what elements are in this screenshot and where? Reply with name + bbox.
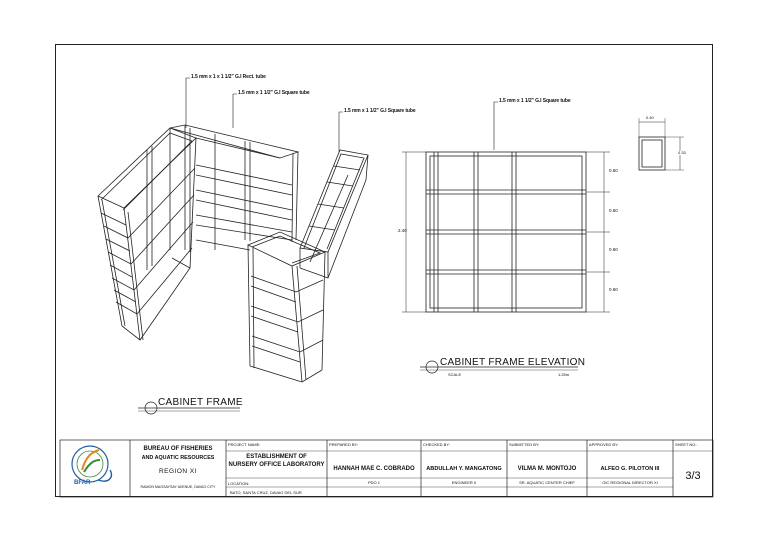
submitted-role: SR. AQUATIC CENTER CHIEF bbox=[519, 480, 575, 485]
project-name-label: PROJECT NAME: bbox=[228, 442, 261, 447]
callout-square-tube-b: 1.5 mm x 1 1/2" G.I Square tube bbox=[344, 108, 416, 114]
dimension-shelf-3: 0.60 bbox=[609, 247, 618, 252]
dimension-shelf-4: 0.60 bbox=[609, 287, 618, 292]
approved-cell bbox=[587, 440, 673, 497]
location-value: BATO, SANTA CRUZ, DAVAO DEL SUR bbox=[230, 490, 302, 495]
project-cell bbox=[226, 440, 327, 497]
isometric-left-cabinet bbox=[98, 128, 196, 340]
checked-cell bbox=[421, 440, 507, 497]
elevation-frame bbox=[426, 152, 586, 312]
office-address: RAMON MAGSAYSAY AVENUE, DAVAO CITY bbox=[140, 485, 216, 489]
cabinet-frame-caption: CABINET FRAME bbox=[158, 397, 243, 408]
approved-role: OIC REGIONAL DIRECTOR XI bbox=[602, 480, 658, 485]
sheet-cell bbox=[673, 440, 713, 497]
region-label: REGION XI bbox=[158, 468, 198, 475]
prepared-label: PREPARED BY: bbox=[329, 442, 359, 447]
detail-width: 0.40 bbox=[646, 115, 654, 120]
callout-square-tube-a: 1.5 mm x 1 1/2" G.I Square tube bbox=[238, 90, 310, 96]
callout-rect-tube: 1.5 mm x 1 x 1 1/2" G.I Rect. tube bbox=[191, 74, 266, 80]
checked-name: ABDULLAH Y. MANGATONG bbox=[426, 466, 502, 472]
checked-role: ENGINEER II bbox=[451, 480, 477, 485]
submitted-cell bbox=[507, 440, 587, 497]
bureau-cell bbox=[130, 440, 226, 497]
project-name-line-1: ESTABLISHMENT OF bbox=[246, 454, 307, 460]
checked-label: CHECKED BY: bbox=[423, 442, 450, 447]
elevation-scale-value: 1:25m bbox=[558, 372, 570, 377]
sheet-number: 3/3 bbox=[685, 470, 701, 482]
dimension-shelf-2: 0.60 bbox=[609, 208, 618, 213]
isometric-low-cabinet bbox=[300, 150, 368, 278]
elevation-scale-label: SCALE bbox=[448, 372, 462, 377]
location-label: LOCATION: bbox=[228, 481, 250, 486]
submitted-name: VILMA M. MONTOJO bbox=[517, 466, 577, 472]
elevation-caption: CABINET FRAME ELEVATION bbox=[440, 357, 586, 368]
dimension-shelf-1: 0.60 bbox=[609, 168, 618, 173]
bureau-line-2: AND AQUATIC RESOURCES bbox=[141, 455, 215, 461]
prepared-cell bbox=[327, 440, 421, 497]
submitted-label: SUBMITTED BY: bbox=[509, 442, 540, 447]
logo-text: BFAR bbox=[74, 480, 91, 486]
sheet-label: SHEET NO.: bbox=[675, 442, 698, 447]
project-name-line-2: NURSERY OFFICE LABORATORY bbox=[228, 462, 325, 468]
dimension-height: 2.40 bbox=[398, 228, 407, 233]
elevation-dimensions bbox=[402, 152, 610, 312]
prepared-role: PDO 1 bbox=[367, 480, 380, 485]
callout-square-tube-c: 1.5 mm x 1 1/2" G.I Square tube bbox=[499, 98, 571, 104]
title-block bbox=[60, 440, 713, 497]
approved-name: ALFEO G. PILOTON III bbox=[600, 466, 660, 472]
callout-leaders bbox=[186, 78, 498, 152]
prepared-name: HANNAH MAE C. COBRADO bbox=[333, 466, 415, 472]
approved-label: APPROVED BY: bbox=[589, 442, 619, 447]
bureau-line-1: BUREAU OF FISHERIES bbox=[143, 446, 213, 452]
detail-height: 0.33 bbox=[678, 150, 686, 155]
